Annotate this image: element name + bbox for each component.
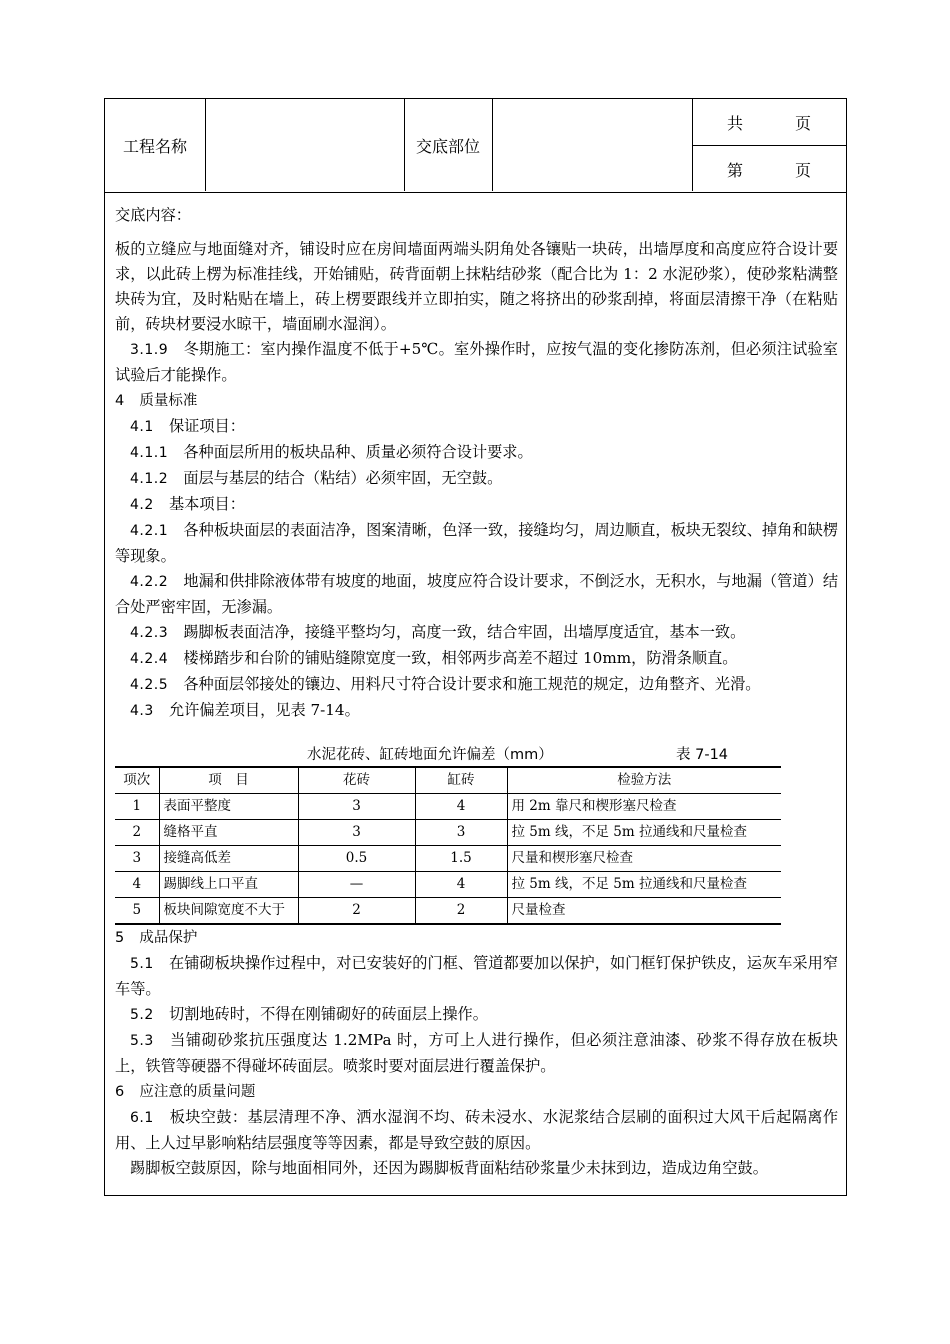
table-row: 2 缝格平直 3 3 拉 5m 线，不足 5m 拉通线和尺量检查 bbox=[115, 820, 781, 846]
para-4-2-5: 4.2.5 各种面层邻接处的镶边、用料尺寸符合设计要求和施工规范的规定，边角整齐、光滑。 bbox=[130, 675, 761, 693]
table-row: 3 接缝高低差 0.5 1.5 尺量和楔形塞尺检查 bbox=[115, 846, 781, 872]
total-pages: 共 页 bbox=[727, 113, 812, 133]
section-6-heading: 6 应注意的质量问题 bbox=[115, 1084, 256, 1100]
header-tile: 花砖 bbox=[298, 767, 415, 794]
page-number: 第 页 bbox=[727, 160, 812, 180]
header-item: 项 目 bbox=[159, 767, 298, 794]
table-title: 水泥花砖、缸砖地面允许偏差（mm） bbox=[307, 747, 553, 763]
deviation-table-block bbox=[115, 744, 781, 925]
para-4-2-3: 4.2.3 踢脚板表面洁净，接缝平整均匀，高度一致，结合牢固，出墙厚度适宜，基本一致。 bbox=[130, 623, 746, 641]
project-name-label: 工程名称 bbox=[122, 136, 187, 156]
form-header bbox=[105, 99, 846, 193]
content-label: 交底内容： bbox=[115, 206, 191, 224]
para-4-2-1: 4.2.1 各种板块面层的表面洁净，图案清晰，色泽一致，接缝均匀，周边顺直，板块无裂纹、掉角和缺楞等现象。 bbox=[115, 521, 839, 565]
disclosure-form bbox=[104, 98, 847, 1196]
table-number: 表 7-14 bbox=[676, 747, 729, 763]
para-5-3: 5.3 当铺砌砂浆抗压强度达 1.2MPa 时，方可上人进行操作，但必须注意油漆、砂浆不得存放在板块上，铁管等硬器不得碰坏砖面层。喷浆时要对面层进行覆盖保护。 bbox=[115, 1031, 838, 1075]
table-row: 1 表面平整度 3 4 用 2m 靠尺和楔形塞尺检查 bbox=[115, 794, 781, 820]
intro-paragraph: 板的立缝应与地面缝对齐，铺设时应在房间墙面两端头阴角处各镶贴一块砖，出墙厚度和高度应符合设计要求，以此砖上楞为标准挂线，开始铺贴，砖背面朝上抹粘结砂浆（配合比为 1：2 水泥砂浆），使砂浆粘满整块砖为宜，及时粘贴在墙上，砖上楞要跟线并立即拍实，随之将挤出的砂浆刮掉，将面层清擦干净（在粘贴前，砖块材要浸水晾干，墙面刷水湿润）。 bbox=[115, 240, 838, 333]
para-4-1: 4.1 保证项目： bbox=[130, 417, 245, 435]
section-4-heading: 4 质量标准 bbox=[115, 393, 198, 409]
table-header-row bbox=[115, 767, 781, 794]
para-5-1: 5.1 在铺砌板块操作过程中，对已安装好的门框、管道都要加以保护，如门框钉保护铁皮，运灰车采用窄车等。 bbox=[115, 954, 839, 998]
para-4-2-4: 4.2.4 楼梯踏步和台阶的铺贴缝隙宽度一致，相邻两步高差不超过 10mm，防滑条顺直。 bbox=[130, 649, 738, 667]
deviation-table bbox=[115, 766, 781, 925]
disclosure-part-label: 交底部位 bbox=[415, 136, 480, 156]
para-4-1-2: 4.1.2 面层与基层的结合（粘结）必须牢固，无空鼓。 bbox=[130, 469, 503, 487]
para-4-2-2: 4.2.2 地漏和供排除液体带有坡度的地面，坡度应符合设计要求，不倒泛水，无积水，与地漏（管道）结合处严密牢固，无渗漏。 bbox=[115, 572, 839, 616]
section-5-heading: 5 成品保护 bbox=[115, 930, 198, 946]
disclosure-content bbox=[115, 203, 838, 1181]
disclosure-part-value[interactable] bbox=[493, 99, 691, 191]
para-last: 踢脚板空鼓原因，除与地面相同外，还因为踢脚板背面粘结砂浆量少未抹到边，造成边角空鼓。 bbox=[130, 1159, 768, 1177]
header-brick: 缸砖 bbox=[415, 767, 507, 794]
table-row: 4 踢脚线上口平直 — 4 拉 5m 线，不足 5m 拉通线和尺量检查 bbox=[115, 872, 781, 898]
table-row: 5 板块间隙宽度不大于 2 2 尺量检查 bbox=[115, 898, 781, 925]
para-4-2: 4.2 基本项目： bbox=[130, 495, 245, 513]
para-4-3: 4.3 允许偏差项目，见表 7-14。 bbox=[130, 701, 360, 719]
project-name-value[interactable] bbox=[206, 99, 404, 191]
header-method: 检验方法 bbox=[507, 767, 781, 794]
para-4-1-1: 4.1.1 各种面层所用的板块品种、质量必须符合设计要求。 bbox=[130, 443, 533, 461]
para-3-1-9: 3.1.9 冬期施工：室内操作温度不低于+5℃。室外操作时，应按气温的变化掺防冻剂，但必须注试验室试验后才能操作。 bbox=[115, 340, 838, 384]
header-index: 项次 bbox=[115, 767, 159, 794]
para-5-2: 5.2 切割地砖时，不得在刚铺砌好的砖面层上操作。 bbox=[130, 1005, 488, 1023]
para-6-1: 6.1 板块空鼓：基层清理不净、洒水湿润不均、砖未浸水、水泥浆结合层刷的面积过大风干后起隔离作用、上人过早影响粘结层强度等等因素，都是导致空鼓的原因。 bbox=[115, 1108, 839, 1152]
